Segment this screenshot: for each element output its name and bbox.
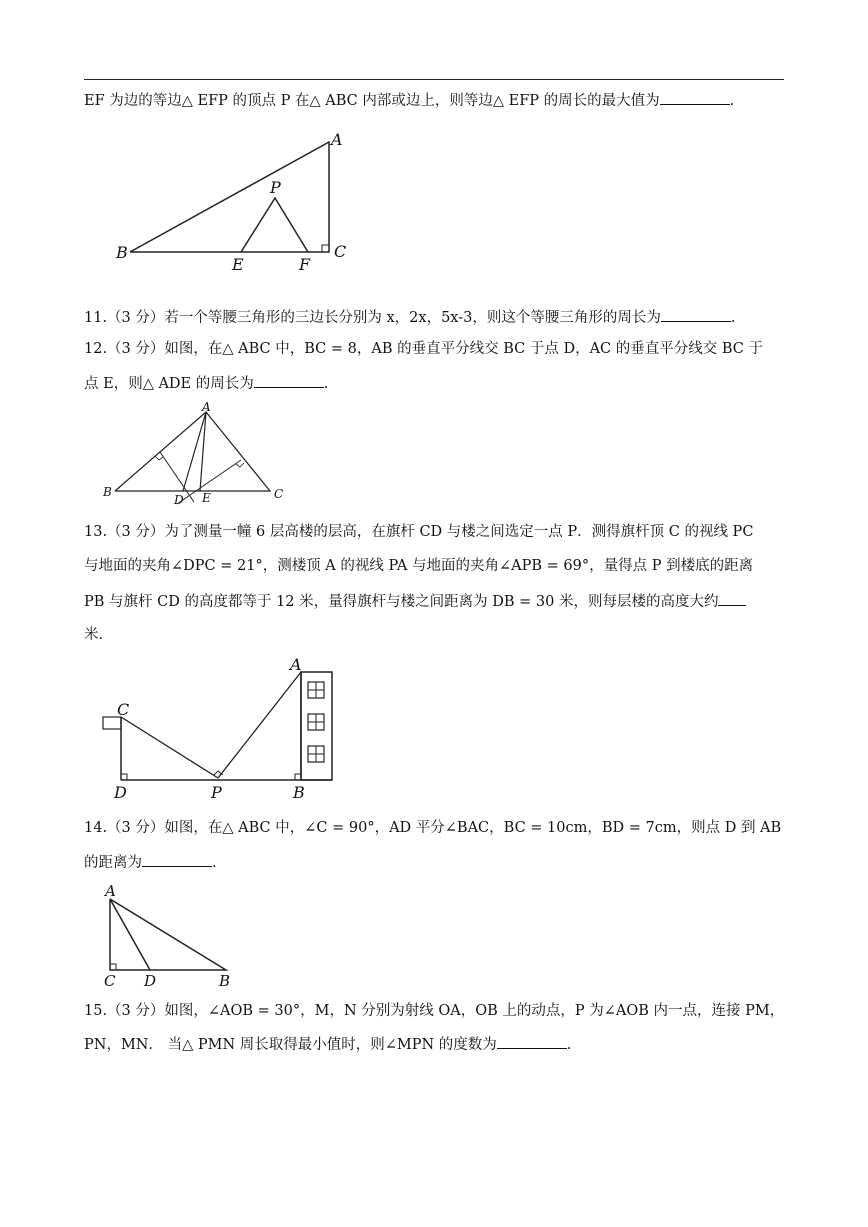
q14-line2: 的距离为 [84,855,142,871]
q15-line2-wrap [84,1034,786,1055]
q12-end: . [323,376,329,392]
q13-line1: 13.（3 分）为了测量一幢 6 层高楼的层高，在旗杆 CD 与楼之间选定一点 P．测得旗杆顶 C 的视线 PC [84,524,754,540]
q12-line1-wrap [84,339,786,359]
triangle-abc [110,899,226,970]
q15-answer-blank [497,1034,567,1049]
window-3-cross [308,746,324,762]
q10-end: . [729,93,735,109]
label-p: P [270,178,281,197]
q12-line2-wrap [84,373,786,394]
window-1-cross [308,682,324,698]
label-a: A [105,882,116,900]
label-a: A [290,655,302,674]
q12-line1: 12.（3 分）如图，在△ ABC 中，BC = 8，AB 的垂直平分线交 BC 于点 D，AC 的垂直平分线交 BC 于 [84,341,763,357]
label-d: D [114,783,127,802]
bisector-ad [110,899,150,970]
label-c: C [334,242,347,261]
q11-answer-blank [661,307,731,322]
q15-line2: PN，MN． 当△ PMN 周长取得最小值时，则∠MPN 的度数为 [84,1037,497,1053]
q12-line2: 点 E，则△ ADE 的周长为 [84,376,254,392]
sightline-pa [218,672,301,778]
right-angle-mark-d [121,774,127,780]
right-angle-mark-ab [155,456,163,460]
right-angle-mark-b [295,774,301,780]
q15-end: . [566,1037,572,1053]
q13-answer-blank [718,591,746,606]
right-angle-mark-c [110,964,116,970]
q13-line2: 与地面的夹角∠DPC = 21°，测楼顶 A 的视线 PA 与地面的夹角∠APB = 69°，量得点 P 到楼底的距离 [84,558,754,574]
q13-line3-wrap [84,591,786,612]
q10-text [84,90,786,111]
label-c: C [274,487,284,501]
q13-line1-wrap [84,522,786,542]
q15-line1-wrap [84,1001,786,1021]
label-d: D [174,493,184,507]
window-2-cross [308,714,324,730]
triangle-efp [241,198,308,252]
q10-answer-blank [660,90,730,105]
q13-line4: 米． [84,627,113,643]
label-a: A [331,130,343,149]
label-d: D [144,972,157,990]
q12-answer-blank [254,373,324,388]
label-p: P [211,783,222,802]
q15-line1: 15.（3 分）如图，∠AOB = 30°，M，N 分别为射线 OA，OB 上的动点，P 为∠AOB 内一点，连接 PM， [84,1003,785,1019]
right-angle-mark-ac [236,463,244,467]
q14-line1: 14.（3 分）如图，在△ ABC 中，∠C = 90°，AD 平分∠BAC，BC = 10cm，BD = 7cm，则点 D 到 AB [84,820,782,836]
q14-line1-wrap [84,818,786,838]
figure-q13 [98,655,348,805]
q11-line1: 11.（3 分）若一个等腰三角形的三边长分别为 x，2x，5x-3，则这个等腰三角形的周长为 [84,310,661,326]
label-a: A [202,400,211,414]
q10-line1: EF 为边的等边△ EFP 的顶点 P 在△ ABC 内部或边上，则等边△ EFP 的周长的最大值为 [84,93,660,109]
figure-q14 [98,878,248,990]
label-e: E [202,491,211,505]
q11-text [84,307,786,328]
q13-line4-wrap [84,625,786,645]
sightline-pc [121,717,218,778]
q11-end: . [730,310,736,326]
label-b: B [293,783,305,802]
header-rule [84,79,784,80]
label-c: C [104,972,116,990]
figure-q12 [100,400,300,508]
triangle-abc [130,142,329,252]
label-b: B [116,243,128,262]
label-e: E [232,255,244,274]
figure-q10 [110,125,370,275]
q14-answer-blank [142,852,212,867]
q14-line2-wrap [84,852,786,873]
q13-line2-wrap [84,556,786,576]
label-b: B [103,485,112,499]
right-angle-mark-c [322,245,329,252]
q14-end: . [212,855,217,871]
q13-line3: PB 与旗杆 CD 的高度都等于 12 米，量得旗杆与楼之间距离为 DB = 30 米，则每层楼的高度大约 [84,594,719,610]
label-f: F [299,255,311,274]
label-b: B [219,972,231,990]
label-c: C [117,700,130,719]
triangle-abc [115,412,270,491]
